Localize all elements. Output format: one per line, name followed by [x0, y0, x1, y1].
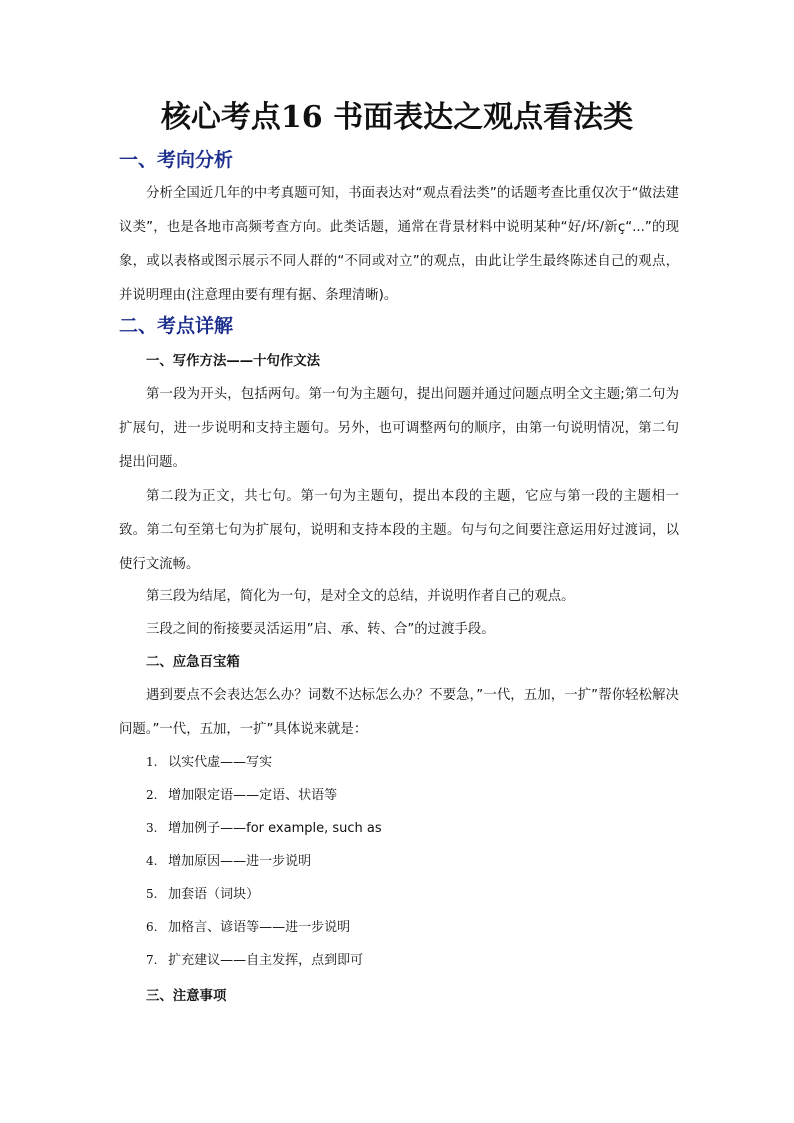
list-item-text: 增加限定语——定语、状语等	[168, 788, 338, 803]
section-heading-analysis: 一、考向分析	[119, 149, 234, 171]
sub-heading-writing-method: 一、写作方法——十句作文法	[146, 354, 321, 369]
sub-heading-emergency-kit: 二、应急百宝箱	[146, 655, 240, 670]
method-paragraph-1: 第一段为开头，包括两句。第一句为主题句，提出问题并通过问题点明全文主题;第二句为扩展句，进一步说明和支持主题句。另外，也可调整两句的顺序，由第一句说明情况，第二句提出问题。	[119, 387, 679, 470]
list-item-text: 增加例子——for example, such as	[168, 821, 382, 836]
method-paragraph-4: 三段之间的衔接要灵活运用”启、承、转、合”的过渡手段。	[146, 622, 495, 637]
list-item-text: 加套语（词块）	[168, 887, 260, 902]
list-item	[146, 784, 337, 807]
emergency-kit-paragraph: 遇到要点不会表达怎么办？词数不达标怎么办？不要急，”一代，五加，一扩”帮你轻松解决问题。”一代，五加，一扩”具体说来就是：	[119, 688, 679, 737]
method-paragraph-3: 第三段为结尾，简化为一句，是对全文的总结，并说明作者自己的观点。	[146, 589, 575, 604]
list-item	[146, 850, 311, 873]
list-item-text: 以实代虚——写实	[168, 755, 273, 770]
analysis-paragraph: 分析全国近几年的中考真题可知，书面表达对“观点看法类”的话题考查比重仅次于“做法建议类”，也是各地市高频考查方向。此类话题，通常在背景材料中说明某种“好/坏/新ç“...”的现象，或以表格或图示展示不同人群的“不同或对立”的观点，由此让学生最终陈述自己的观点，并说明理由(注意理由要有理有据、条理清晰)。	[119, 186, 679, 303]
list-item	[146, 817, 382, 840]
section-heading-details: 二、考点详解	[119, 315, 234, 337]
list-item	[146, 949, 363, 972]
list-item-number: 7.	[146, 953, 158, 967]
list-item-number: 1.	[146, 755, 158, 769]
document-title: 核心考点16 书面表达之观点看法类	[160, 100, 634, 135]
list-item-text: 扩充建议——自主发挥，点到即可	[168, 953, 364, 968]
list-item-number: 4.	[146, 854, 158, 868]
list-item	[146, 916, 350, 939]
list-item-number: 6.	[146, 920, 158, 934]
list-item	[146, 883, 259, 906]
list-item-number: 3.	[146, 821, 158, 835]
list-item-number: 2.	[146, 788, 158, 802]
list-item-number: 5.	[146, 887, 158, 901]
list-item	[146, 751, 272, 774]
list-item-text: 增加原因——进一步说明	[168, 854, 312, 869]
sub-heading-notes: 三、注意事项	[146, 989, 227, 1004]
method-paragraph-2: 第二段为正文，共七句。第一句为主题句，提出本段的主题，它应与第一段的主题相一致。第二句至第七句为扩展句，说明和支持本段的主题。句与句之间要注意运用好过渡词，以使行文流畅。	[119, 489, 679, 572]
list-item-text: 加格言、谚语等——进一步说明	[168, 920, 351, 935]
